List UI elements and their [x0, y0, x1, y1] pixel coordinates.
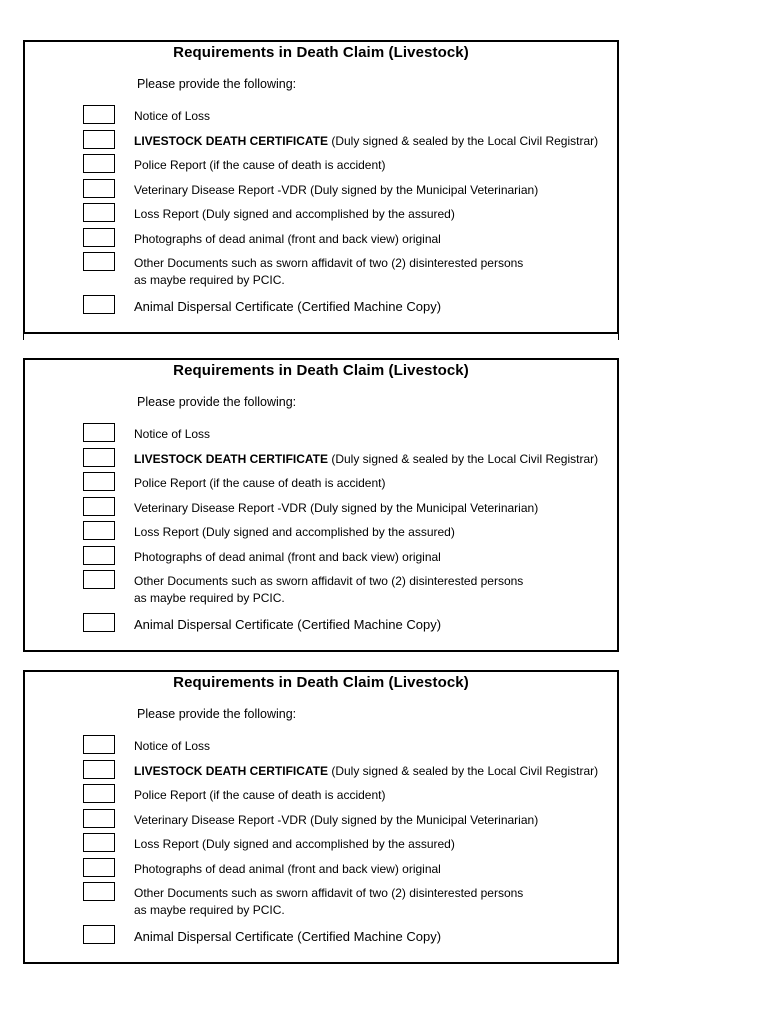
form-subtitle: Please provide the following: — [137, 395, 297, 409]
requirement-label: Veterinary Disease Report -VDR (Duly signed by the Municipal Veterinarian) — [134, 501, 539, 515]
requirement-label: Notice of Loss — [134, 109, 211, 123]
requirement-label: Police Report (if the cause of death is accident) — [134, 158, 386, 172]
checkbox[interactable] — [83, 295, 115, 314]
checkbox[interactable] — [83, 203, 115, 222]
checkbox[interactable] — [83, 809, 115, 828]
requirement-label-bold: LIVESTOCK DEATH CERTIFICATE — [134, 134, 329, 148]
checkbox[interactable] — [83, 228, 115, 247]
checkbox[interactable] — [83, 784, 115, 803]
checkbox[interactable] — [83, 105, 115, 124]
checkbox[interactable] — [83, 179, 115, 198]
requirement-label: Other Documents such as sworn affidavit of two (2) disinterested persons — [134, 886, 524, 900]
checkbox[interactable] — [83, 735, 115, 754]
requirement-label-rest: (Duly signed & sealed by the Local Civil Registrar) — [328, 134, 599, 148]
checkbox[interactable] — [83, 570, 115, 589]
checkbox[interactable] — [83, 925, 115, 944]
checkbox[interactable] — [83, 472, 115, 491]
checkbox[interactable] — [83, 521, 115, 540]
requirement-label: Police Report (if the cause of death is accident) — [134, 476, 386, 490]
form-title: Requirements in Death Claim (Livestock) — [173, 674, 469, 691]
requirement-label: Photographs of dead animal (front and back view) original — [134, 232, 441, 246]
cut-mark-right — [618, 334, 619, 340]
requirement-label-rest: (Duly signed & sealed by the Local Civil Registrar) — [328, 764, 599, 778]
requirement-label — [134, 450, 598, 469]
claim-form-2 — [23, 358, 619, 652]
requirement-label-line2: as maybe required by PCIC. — [134, 273, 285, 287]
checkbox[interactable] — [83, 613, 115, 632]
form-subtitle: Please provide the following: — [137, 707, 297, 721]
requirement-label: Photographs of dead animal (front and back view) original — [134, 862, 441, 876]
requirement-label: Loss Report (Duly signed and accomplished by the assured) — [134, 837, 455, 851]
checkbox[interactable] — [83, 448, 115, 467]
requirement-label: Loss Report (Duly signed and accomplished by the assured) — [134, 207, 455, 221]
cut-mark-left — [23, 334, 24, 340]
requirement-label — [134, 762, 598, 781]
requirement-label — [134, 132, 598, 151]
checkbox[interactable] — [83, 546, 115, 565]
requirement-label: Animal Dispersal Certificate (Certified Machine Copy) — [134, 929, 442, 944]
claim-form-3 — [23, 670, 619, 964]
requirement-label-line2: as maybe required by PCIC. — [134, 903, 285, 917]
requirement-label-line2: as maybe required by PCIC. — [134, 591, 285, 605]
requirement-label: Other Documents such as sworn affidavit of two (2) disinterested persons — [134, 574, 524, 588]
checkbox[interactable] — [83, 882, 115, 901]
requirement-label: Animal Dispersal Certificate (Certified Machine Copy) — [134, 617, 442, 632]
checkbox[interactable] — [83, 858, 115, 877]
checkbox[interactable] — [83, 833, 115, 852]
requirement-label-bold: LIVESTOCK DEATH CERTIFICATE — [134, 452, 329, 466]
checkbox[interactable] — [83, 423, 115, 442]
requirement-label: Loss Report (Duly signed and accomplished by the assured) — [134, 525, 455, 539]
form-subtitle: Please provide the following: — [137, 77, 297, 91]
requirement-label: Veterinary Disease Report -VDR (Duly signed by the Municipal Veterinarian) — [134, 813, 539, 827]
form-title: Requirements in Death Claim (Livestock) — [173, 44, 469, 61]
requirement-label: Police Report (if the cause of death is accident) — [134, 788, 386, 802]
requirement-label: Other Documents such as sworn affidavit of two (2) disinterested persons — [134, 256, 524, 270]
checkbox[interactable] — [83, 154, 115, 173]
requirement-label: Animal Dispersal Certificate (Certified Machine Copy) — [134, 299, 442, 314]
requirement-label: Photographs of dead animal (front and back view) original — [134, 550, 441, 564]
checkbox[interactable] — [83, 252, 115, 271]
requirement-label: Veterinary Disease Report -VDR (Duly signed by the Municipal Veterinarian) — [134, 183, 539, 197]
requirement-label-bold: LIVESTOCK DEATH CERTIFICATE — [134, 764, 329, 778]
checkbox[interactable] — [83, 130, 115, 149]
checkbox[interactable] — [83, 497, 115, 516]
form-title: Requirements in Death Claim (Livestock) — [173, 362, 469, 379]
checkbox[interactable] — [83, 760, 115, 779]
requirement-label: Notice of Loss — [134, 739, 211, 753]
requirement-label-rest: (Duly signed & sealed by the Local Civil Registrar) — [328, 452, 599, 466]
claim-form-1 — [23, 40, 619, 334]
requirement-label: Notice of Loss — [134, 427, 211, 441]
